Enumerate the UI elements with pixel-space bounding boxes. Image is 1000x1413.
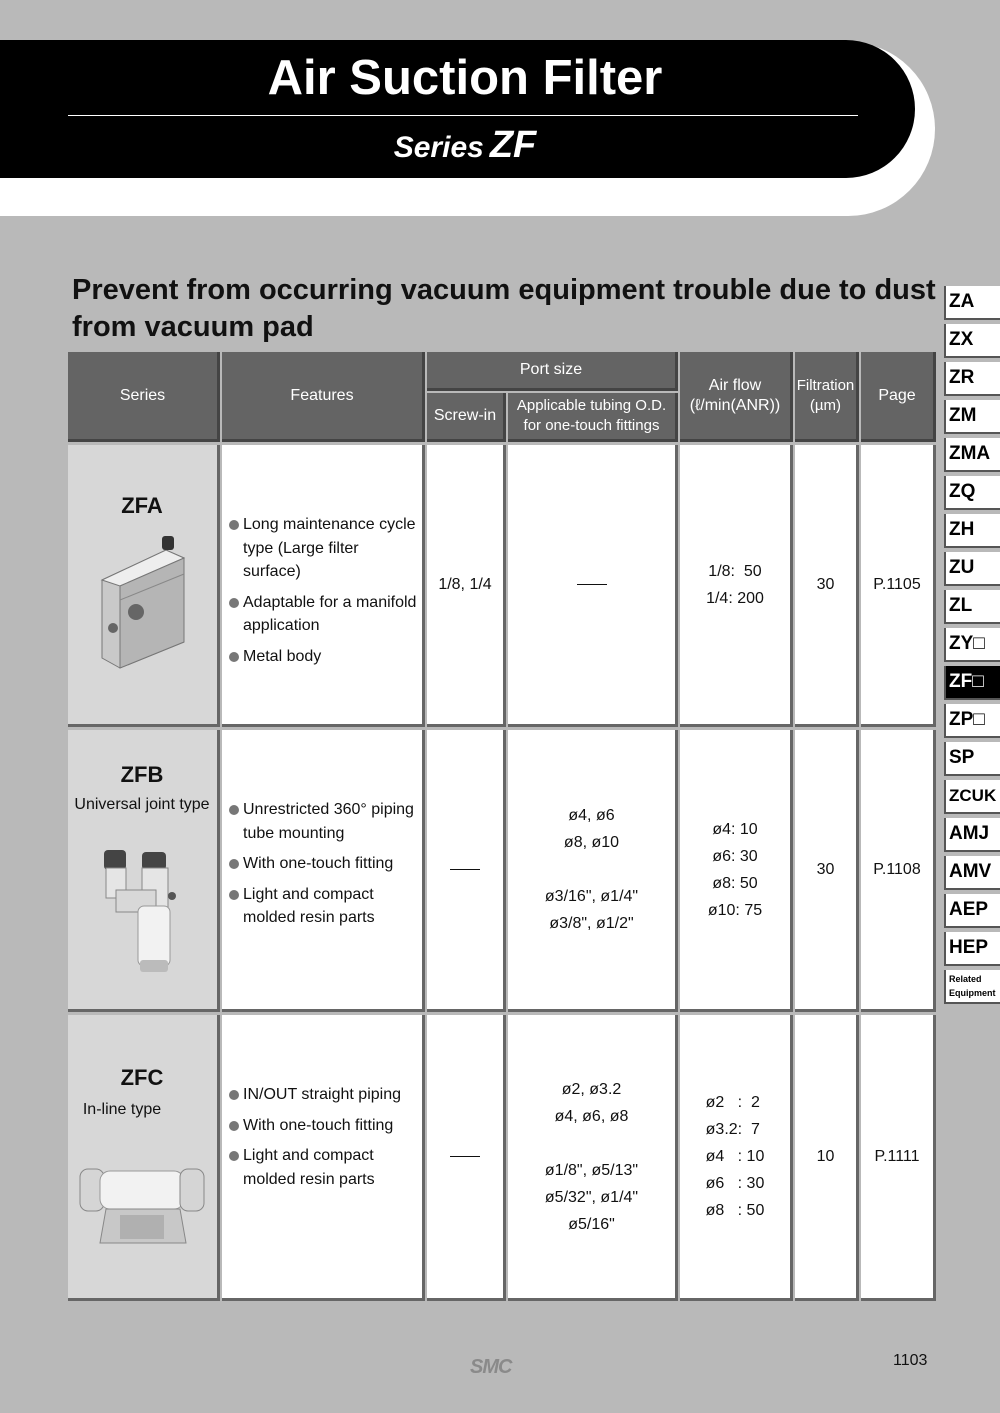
feature-list [228, 798, 418, 937]
air-flow-value: ø2 : 2 [705, 1094, 760, 1111]
title-divider [68, 115, 858, 116]
header-page: Page [861, 352, 936, 442]
table-row-zfb-series [68, 730, 220, 1012]
table-row-zfc-tubing [508, 1015, 678, 1301]
air-flow-value: 1/4: 200 [706, 589, 764, 607]
not-applicable-dash [450, 1156, 480, 1157]
feature-list [228, 513, 418, 675]
feature-list [228, 1083, 418, 1198]
tubing-value: ø1/8", ø5/13" [544, 1161, 639, 1179]
tab-zq[interactable]: ZQ [944, 476, 1000, 510]
headline: Prevent from occurring vacuum equipment trouble due to dust from vacuum pad [72, 274, 936, 343]
tab-zu[interactable]: ZU [944, 552, 1000, 586]
tab-hep[interactable]: HEP [944, 932, 1000, 966]
page-title: Air Suction Filter [267, 51, 663, 105]
not-applicable-dash [450, 869, 480, 870]
tubing-value: ø3/16", ø1/4" [544, 888, 639, 905]
table-row-zfa-series [68, 445, 220, 727]
table-row-zfc-page: P.1111 [861, 1015, 936, 1301]
header-features: Features [222, 352, 425, 442]
tab-zma[interactable]: ZMA [944, 438, 1000, 472]
tubing-value: ø5/16" [568, 1215, 615, 1233]
table-row-zfb-features [222, 730, 425, 1012]
air-flow-value: ø10: 75 [707, 901, 763, 919]
table-row-zfb-page: P.1108 [861, 730, 936, 1012]
series-name: ZFC [120, 1065, 164, 1090]
series-name: ZFA [121, 493, 163, 518]
tab-amv[interactable]: AMV [944, 856, 1000, 890]
zfc-product-image [76, 1155, 216, 1255]
feature-item: With one-touch fitting [228, 1114, 418, 1138]
air-flow-value: 1/8: 50 [708, 562, 762, 580]
feature-item: Adaptable for a manifold application [228, 591, 418, 638]
table-row-zfa-air-flow [680, 445, 793, 727]
series-subtitle: Universal joint type [74, 796, 210, 813]
feature-item: IN/OUT straight piping [228, 1083, 418, 1107]
feature-item: Metal body [228, 645, 418, 669]
feature-item: Unrestricted 360° piping tube mounting [228, 798, 418, 845]
series-title [0, 124, 930, 167]
tab-zx[interactable]: ZX [944, 324, 1000, 358]
feature-item: Light and compact molded resin parts [228, 1144, 418, 1191]
tubing-value: ø4, ø6 [568, 807, 615, 824]
air-flow-value: ø6 : 30 [705, 1175, 765, 1192]
header-filtration: Filtration (µm) [795, 352, 859, 442]
series-name: ZFB [120, 762, 164, 787]
tubing-value: ø4, ø6, ø8 [554, 1107, 629, 1125]
table-row-zfc-features [222, 1015, 425, 1301]
tubing-spacer [545, 856, 638, 883]
tab-zy[interactable]: ZY□ [944, 628, 1000, 662]
tab-zcuk[interactable]: ZCUK [944, 780, 1000, 814]
table-row-zfc-screw-in [427, 1015, 506, 1301]
air-flow-value: ø4 : 10 [705, 1148, 765, 1165]
header-air-flow: Air flow (ℓ/min(ANR)) [680, 352, 793, 442]
header-tubing: Applicable tubing O.D. for one-touch fittings [508, 393, 678, 442]
table-row-zfa-tubing [508, 445, 678, 727]
tab-aep[interactable]: AEP [944, 894, 1000, 928]
smc-logo: SMC [470, 1356, 512, 1378]
air-flow-value: ø6: 30 [712, 847, 758, 865]
series-code: ZF [489, 124, 537, 166]
tab-zh[interactable]: ZH [944, 514, 1000, 548]
series-subtitle: In-line type [82, 1101, 162, 1118]
tubing-value: ø2, ø3.2 [561, 1080, 622, 1098]
feature-item: Long maintenance cycle type (Large filter surface) [228, 513, 418, 584]
tab-amj[interactable]: AMJ [944, 818, 1000, 852]
table-row-zfc-air-flow [680, 1015, 793, 1301]
tubing-value: ø5/32", ø1/4" [544, 1188, 639, 1206]
table-row-zfb-air-flow [680, 730, 793, 1012]
table-row-zfa-page: P.1105 [861, 445, 936, 727]
air-flow-value: ø3.2: 7 [705, 1121, 760, 1138]
air-flow-value: ø4: 10 [712, 820, 758, 838]
table-row-zfb-tubing [508, 730, 678, 1012]
feature-item: With one-touch fitting [228, 852, 418, 876]
air-flow-value: ø8: 50 [712, 874, 758, 892]
not-applicable-dash [577, 584, 607, 585]
table-row-zfa-filtration: 30 [795, 445, 859, 727]
tubing-value: ø8, ø10 [563, 834, 620, 851]
feature-item: Light and compact molded resin parts [228, 883, 418, 930]
zfa-product-image [96, 530, 196, 670]
tubing-spacer [545, 1130, 638, 1157]
table-row-zfa-screw-in: 1/8, 1/4 [427, 445, 506, 727]
table-row-zfb-filtration: 30 [795, 730, 859, 1012]
tab-zl[interactable]: ZL [944, 590, 1000, 624]
header-port-size: Port size [427, 352, 678, 391]
table-row-zfb-screw-in [427, 730, 506, 1012]
table-row-zfa-features [222, 445, 425, 727]
tubing-value: ø3/8", ø1/2" [549, 915, 634, 932]
tab-zm[interactable]: ZM [944, 400, 1000, 434]
tab-related-equipment[interactable]: Related Equipment [944, 970, 1000, 1004]
series-label: Series [393, 131, 484, 164]
table-row-zfc-filtration: 10 [795, 1015, 859, 1301]
tab-zp[interactable]: ZP□ [944, 704, 1000, 738]
tab-sp[interactable]: SP [944, 742, 1000, 776]
header-screw-in: Screw-in [427, 393, 506, 442]
zfb-product-image [98, 842, 198, 982]
tab-zr[interactable]: ZR [944, 362, 1000, 396]
air-flow-value: ø8 : 50 [705, 1202, 765, 1219]
page-number: 1103 [893, 1352, 928, 1369]
header-series: Series [68, 352, 220, 442]
table-row-zfc-series [68, 1015, 220, 1301]
tab-za[interactable]: ZA [944, 286, 1000, 320]
tab-zf[interactable]: ZF□ [944, 666, 1000, 700]
